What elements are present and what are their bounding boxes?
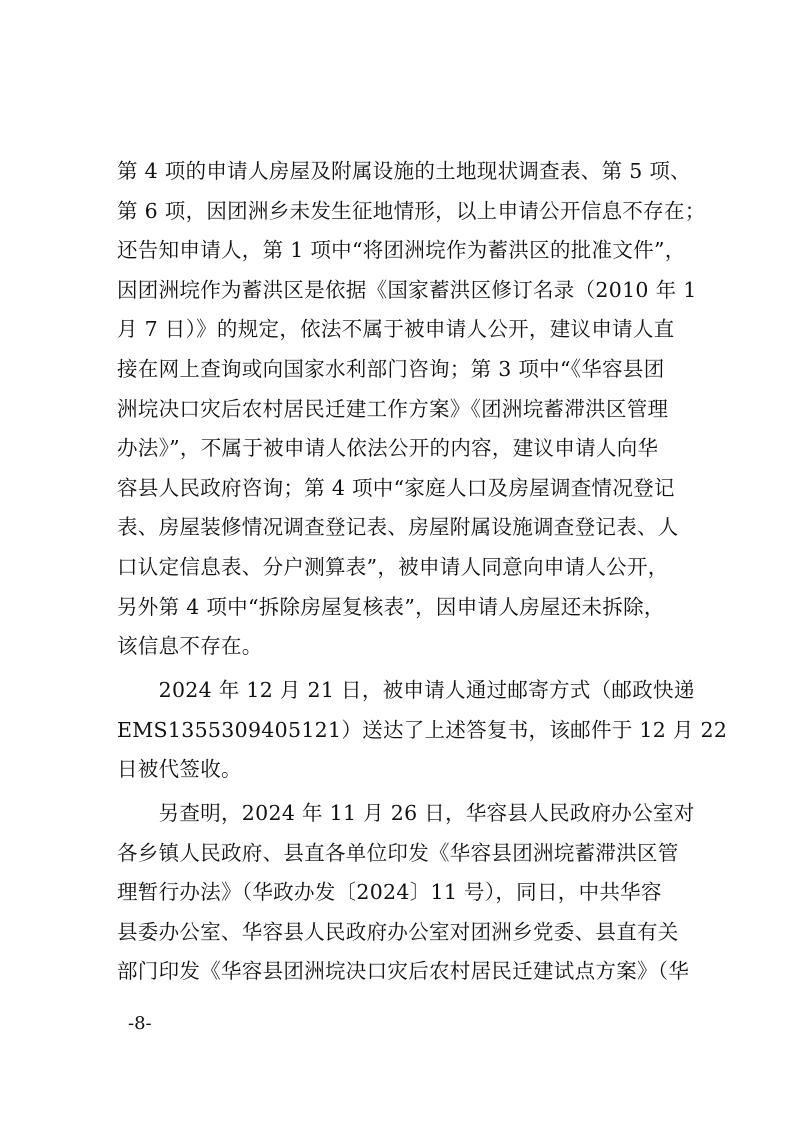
text-line: 2024 年 12 月 21 日，被申请人通过邮寄方式（邮政快递 — [117, 678, 695, 703]
text-line: 各乡镇人民政府、县直各单位印发《华容县团洲垸蓄滞洪区管 — [117, 840, 679, 865]
text-line: 部门印发《华容县团洲垸决口灾后农村居民迁建试点方案》（华 — [117, 959, 690, 984]
text-line: 理暂行办法》（华政办发〔2024〕11 号），同日，中共华容 — [117, 880, 662, 905]
body-text — [117, 152, 728, 992]
text-line: 因团洲垸作为蓄洪区是依据《国家蓄洪区修订名录（2010 年 1 — [117, 277, 697, 302]
text-line: EMS1355309405121）送达了上述答复书，该邮件于 12 月 22 — [117, 717, 728, 742]
text-line: 该信息不存在。 — [117, 634, 263, 659]
text-line: 容县人民政府咨询；第 4 项中“家庭人口及房屋调查情况登记 — [117, 475, 675, 500]
text-line: 第 4 项的申请人房屋及附属设施的土地现状调查表、第 5 项、 — [117, 159, 691, 183]
page-number: -8- — [128, 1013, 152, 1034]
text-line: 洲垸决口灾后农村居民迁建工作方案》《团洲垸蓄滞洪区管理 — [117, 396, 669, 421]
text-line: 另查明，2024 年 11 月 26 日，华容县人民政府办公室对 — [117, 801, 695, 826]
text-line: 月 7 日）》的规定，依法不属于被申请人公开，建议申请人直 — [117, 317, 675, 342]
text-line: 还告知申请人，第 1 项中“将团洲垸作为蓄洪区的批准文件”， — [117, 238, 686, 263]
text-line: 日被代签收。 — [117, 757, 242, 782]
text-line: 另外第 4 项中“拆除房屋复核表”，因申请人房屋还未拆除， — [117, 594, 665, 619]
text-line: 办法》”，不属于被申请人依法公开的内容，建议申请人向华 — [117, 436, 659, 461]
text-line: 第 6 项，因团洲乡未发生征地情形，以上申请公开信息不存在； — [117, 198, 706, 223]
text-line: 表、房屋装修情况调查登记表、房屋附属设施调查登记表、人 — [117, 515, 679, 540]
text-line: 口认定信息表、分户测算表”，被申请人同意向申请人公开， — [117, 554, 669, 579]
text-line: 县委办公室、华容县人民政府办公室对团洲乡党委、县直有关 — [117, 919, 679, 944]
text-line: 接在网上查询或向国家水利部门咨询；第 3 项中“《华容县团 — [117, 356, 665, 381]
